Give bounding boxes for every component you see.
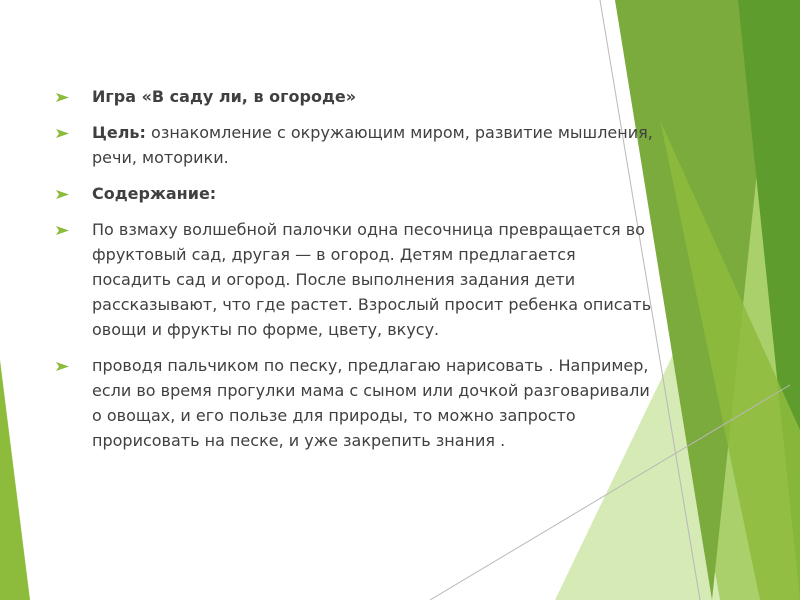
arrow-bullet-icon xyxy=(56,93,69,102)
slide-content xyxy=(56,84,656,464)
left-green-sliver xyxy=(0,360,30,600)
bullet-label: Цель: xyxy=(92,123,146,142)
bullet-item-description xyxy=(56,217,656,342)
bullet-list xyxy=(56,84,656,453)
bullet-item-drawing xyxy=(56,353,656,453)
bullet-item-goal xyxy=(56,120,656,170)
bullet-text: проводя пальчиком по песку, предлагаю нарисовать . Например, если во время прогулки мама с сыном или дочкой разговаривали о овощах, и его пользе для природы, то можно запросто прорисовать на песке, и уже закрепить знания . xyxy=(92,356,650,450)
bullet-item-content-heading xyxy=(56,181,656,206)
bullet-text: ознакомление с окружающим миром, развитие мышления, речи, моторики. xyxy=(92,123,653,167)
bullet-label: Содержание: xyxy=(92,184,217,203)
bullet-label: Игра «В саду ли, в огороде» xyxy=(92,87,357,106)
arrow-bullet-icon xyxy=(56,129,69,138)
arrow-bullet-icon xyxy=(56,190,69,199)
bullet-text: По взмаху волшебной палочки одна песочница превращается во фруктовый сад, другая — в огород. Детям предлагается посадить сад и огород. После выполнения задания дети рассказывают, что где растет. Взрослый просит ребенка описать овощи и фрукты по форме, цвету, вкусу. xyxy=(92,220,652,339)
arrow-bullet-icon xyxy=(56,226,69,235)
arrow-bullet-icon xyxy=(56,362,69,371)
bullet-item-title xyxy=(56,84,656,109)
